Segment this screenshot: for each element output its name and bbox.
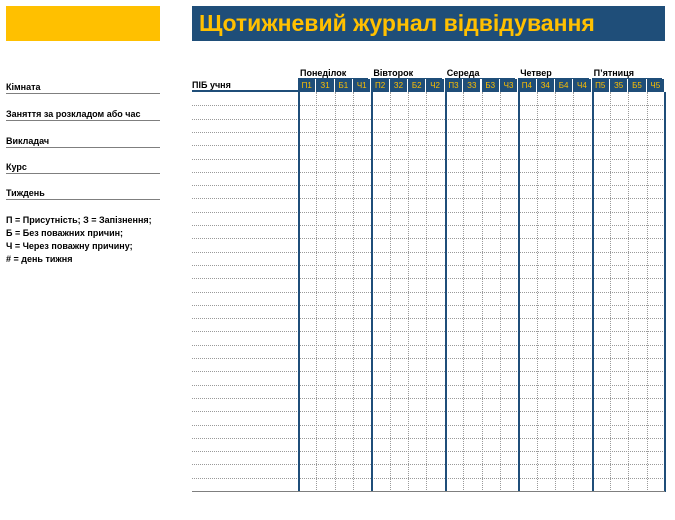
day-label: П’ятниця xyxy=(593,68,634,78)
schedule-field-label[interactable]: Заняття за розкладом або час xyxy=(6,109,160,121)
legend-line: # = день тижня xyxy=(6,254,73,264)
attendance-code-header: З4 xyxy=(537,79,555,92)
grid-row-line xyxy=(192,145,665,146)
attendance-code-header: Ч1 xyxy=(353,79,371,92)
grid-row-line xyxy=(192,105,665,106)
grid-row-line xyxy=(192,225,665,226)
grid-row-line xyxy=(192,198,665,199)
grid-column-line xyxy=(335,92,336,492)
grid-row-line xyxy=(192,252,665,253)
grid-column-line xyxy=(610,92,611,492)
grid-row-line xyxy=(192,292,665,293)
grid-row-line xyxy=(192,345,665,346)
grid-column-line xyxy=(500,92,501,492)
grid-column-line xyxy=(426,92,427,492)
grid-row-line xyxy=(192,238,665,239)
attendance-code-header: Б3 xyxy=(482,79,500,92)
grid-row-line xyxy=(192,305,665,306)
attendance-code-header: Ч5 xyxy=(647,79,665,92)
legend-line: П = Присутність; З = Запізнення; xyxy=(6,215,152,225)
grid-row-line xyxy=(192,371,665,372)
attendance-code-header: Б5 xyxy=(628,79,646,92)
attendance-code-header: П3 xyxy=(445,79,463,92)
legend-line: Ч = Через поважну причину; xyxy=(6,241,133,251)
grid-row-line xyxy=(192,331,665,332)
grid-row-line xyxy=(192,185,665,186)
attendance-code-header: Ч3 xyxy=(500,79,518,92)
room-field-label[interactable]: Кімната xyxy=(6,82,160,94)
header-accent-bar xyxy=(6,6,160,41)
grid-column-line xyxy=(573,92,574,492)
grid-column-line xyxy=(390,92,391,492)
grid-column-line xyxy=(482,92,483,492)
grid-column-line xyxy=(408,92,409,492)
grid-row-line xyxy=(192,438,665,439)
grid-row-line xyxy=(192,212,665,213)
grid-row-line xyxy=(192,132,665,133)
week-field-label[interactable]: Тиждень xyxy=(6,188,160,200)
grid-row-line xyxy=(192,358,665,359)
day-separator-line xyxy=(518,92,520,492)
course-field-label[interactable]: Курс xyxy=(6,162,160,174)
attendance-code-header: П5 xyxy=(592,79,610,92)
attendance-code-header: Ч4 xyxy=(573,79,591,92)
attendance-code-header: П2 xyxy=(371,79,389,92)
grid-row-line xyxy=(192,119,665,120)
attendance-code-header: З5 xyxy=(610,79,628,92)
grid-column-line xyxy=(647,92,648,492)
grid-row-line xyxy=(192,159,665,160)
day-label: Середа xyxy=(446,68,480,78)
day-separator-line xyxy=(664,92,666,492)
day-separator-line xyxy=(592,92,594,492)
attendance-code-header: Б2 xyxy=(408,79,426,92)
day-separator-line xyxy=(445,92,447,492)
attendance-code-header: Б1 xyxy=(335,79,353,92)
day-label: Вівторок xyxy=(373,68,414,78)
grid-row-line xyxy=(192,265,665,266)
grid-column-line xyxy=(555,92,556,492)
grid-row-line xyxy=(192,278,665,279)
student-name-header: ПІБ учня xyxy=(192,80,298,92)
attendance-code-header: З2 xyxy=(390,79,408,92)
legend-line: Б = Без поважних причин; xyxy=(6,228,124,238)
legend xyxy=(6,214,186,266)
grid-row-line xyxy=(192,172,665,173)
grid-row-line xyxy=(192,385,665,386)
grid-column-line xyxy=(463,92,464,492)
grid-column-line xyxy=(316,92,317,492)
day-separator-line xyxy=(371,92,373,492)
attendance-code-header: П4 xyxy=(518,79,536,92)
grid-row-line xyxy=(192,464,665,465)
attendance-code-header: П1 xyxy=(298,79,316,92)
attendance-code-header: Б4 xyxy=(555,79,573,92)
grid-row-line xyxy=(192,478,665,479)
grid-column-line xyxy=(537,92,538,492)
grid-row-line xyxy=(192,451,665,452)
grid-row-line xyxy=(192,411,665,412)
day-label: Четвер xyxy=(520,68,552,78)
grid-row-line xyxy=(192,318,665,319)
grid-column-line xyxy=(353,92,354,492)
grid-column-line xyxy=(628,92,629,492)
day-separator-line xyxy=(298,92,300,492)
attendance-code-header: З1 xyxy=(316,79,334,92)
teacher-field-label[interactable]: Викладач xyxy=(6,136,160,148)
grid-row-line xyxy=(192,425,665,426)
page-title: Щотижневий журнал відвідування xyxy=(192,6,665,41)
day-label: Понеділок xyxy=(300,68,347,78)
grid-row-line xyxy=(192,398,665,399)
grid-bottom-border xyxy=(192,491,665,492)
attendance-code-header: Ч2 xyxy=(426,79,444,92)
attendance-code-header: З3 xyxy=(463,79,481,92)
